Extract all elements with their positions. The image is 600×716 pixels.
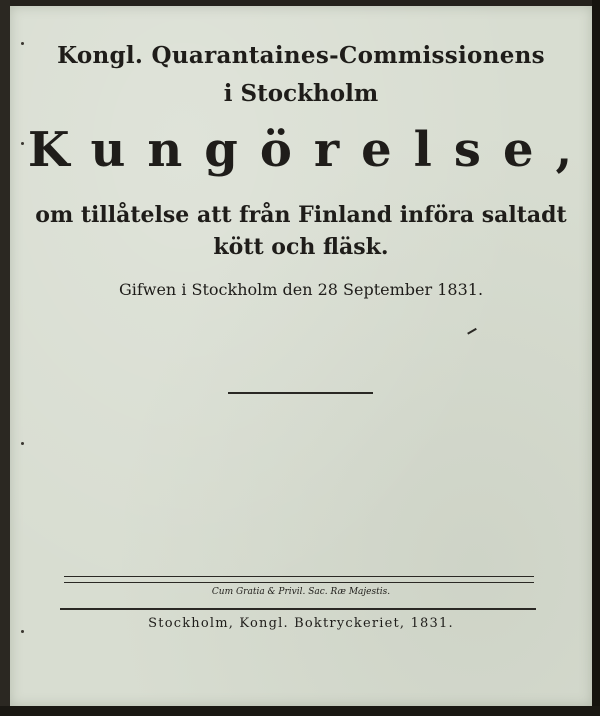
issuing-authority-line-2: i Stockholm bbox=[223, 80, 379, 107]
issuing-authority-line-1: Kongl. Quarantaines-Commissionens bbox=[57, 42, 545, 69]
center-divider bbox=[228, 392, 373, 394]
document-title: Kungörelse, bbox=[27, 122, 595, 178]
scan-edge-right bbox=[592, 0, 600, 716]
subject-line-2: kött och fläsk. bbox=[213, 234, 389, 260]
imprint-rule-top-inner bbox=[64, 582, 534, 583]
subject-line-1: om tillåtelse att från Finland införa saltadt bbox=[35, 202, 567, 228]
royal-privilege-note: Cum Gratia & Privil. Sac. Ræ Majestis. bbox=[211, 587, 391, 597]
binding-hole-mark bbox=[21, 442, 24, 445]
imprint-rule-bottom bbox=[60, 608, 536, 610]
dateline: Gifwen i Stockholm den 28 September 1831. bbox=[118, 280, 484, 299]
ink-mark bbox=[467, 328, 479, 338]
printer-imprint: Stockholm, Kongl. Boktryckeriet, 1831. bbox=[148, 616, 454, 631]
document-page bbox=[10, 6, 595, 706]
scan-edge-left bbox=[0, 0, 10, 716]
scan-edge-bottom bbox=[0, 706, 600, 716]
imprint-rule-top bbox=[64, 576, 534, 577]
